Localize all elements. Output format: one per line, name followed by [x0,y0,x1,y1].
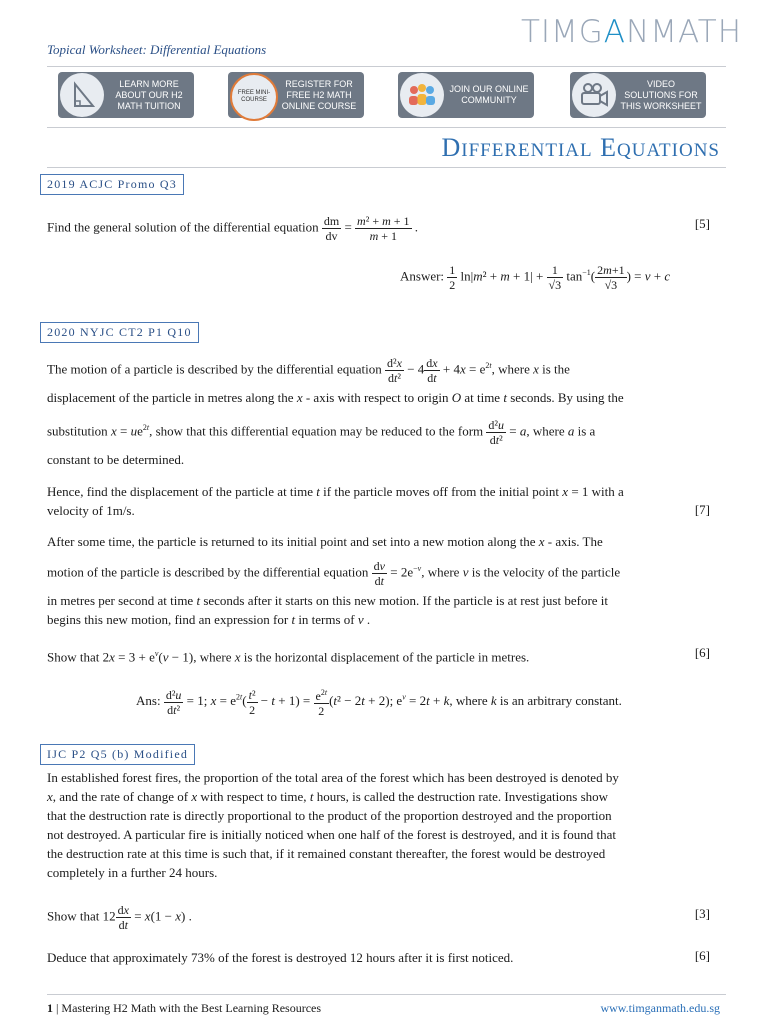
eq-rhs: $\frac{\text{m² + m + 1}}{m + 1}$ [357,214,410,243]
q2-line-4: constant to be determined. [47,452,185,467]
q3-line-5: the destruction rate at this time is such that, if it remained constant thereafter, the forest would be destroyed [47,846,606,861]
q2-line-8: motion of the particle is described by the differential equation $\frac{dv}{dt}$ = $2e^{-v}$, where v is the velocity of the particle [47,559,621,588]
video-camera-icon [572,73,616,117]
q3-line-1: In established forest fires, the proportion of the total area of the forest which has been destroyed is denoted by [47,770,619,785]
q2-marks-2: [6] [694,645,710,660]
q3-deduce: Deduce that approximately 73% of the forest is destroyed 12 hours after it is first noticed. [47,950,514,965]
q2-line-3: substitution $x = ue^{2t}$, show that this differential equation may be reduced to the form $\frac{\text{d²u}}{\text{dt²}}$ = a, where a is a [47,418,596,447]
promo-tuition-button[interactable]: LEARN MORE ABOUT OUR H2 MATH TUITION [58,72,194,118]
q2-line-6: velocity of 1m/s. [47,503,135,518]
q3-line-3: that the destruction rate is directly proportional to the product of the proportion destroyed and the proportion [47,808,612,823]
promo-banner-row [58,72,706,120]
title-divider [47,167,726,168]
site-logo[interactable]: TIMGANMATH [520,14,742,50]
q2-answer: Ans: $\frac{\text{d²u}}{\text{dt²}}$ = 1; $x = e^{2t}$( $\frac{\text{t²}}{2}$ − t + 1) = $\frac{e^{2t}}{2}$ (t² − 2t + 2); $e^v = 2t + k$, where k is an arbitrary constant. [136,687,622,718]
promo-video-solutions-button[interactable]: VIDEO SOLUTIONS FOR THIS WORKSHEET [570,72,706,118]
promo-divider [47,127,726,128]
q3-line-2: x, and the rate of change of x with respect to time, t hours, is called the destruction rate. Investigations show [47,789,609,804]
q2-line-9: in metres per second at time t seconds after it starts on this new motion. If the particle is at rest just before it [47,593,609,608]
q2-line-11: Show that $2x = 3 + e^v(v - 1)$, where x is the horizontal displacement of the particle in metres. [47,649,530,665]
q3-show: Show that 12 $\frac{dx}{dt}$ = x(1 − x) . [47,903,192,932]
q2-marks-1: [7] [694,502,710,517]
page-title: DIFFERENTIAL EQUATIONS [441,133,720,162]
eq-dm-dv: $\frac{dm}{dv}$ [323,214,340,243]
q1-answer: Answer: $\frac{1}{2}$ ln|m² + m + 1| + $\frac{1}{√3}$ $\tan^{-1}$( $\frac{2m+1}{√3}$ ) = v + c [400,263,671,292]
community-people-icon [400,73,444,117]
section-heading-nyjc: 2020 NYJC CT2 P1 Q10 [40,322,199,343]
q3-line-4: not destroyed. A particular fire is initially noticed when one half of the forest is destroyed, and it is found that [47,827,616,842]
header-divider [47,66,726,67]
q3-marks-2: [6] [694,948,710,963]
q2-line-10: begins this new motion, find an expression for t in terms of v . [47,612,371,627]
promo-community-button[interactable]: JOIN OUR ONLINE COMMUNITY [398,72,534,118]
triangle-ruler-icon [60,73,104,117]
q3-line-6: completely in a further 24 hours. [47,865,218,880]
promo-online-course-button[interactable]: FREE MINI-COURSE REGISTER FOR FREE H2 MATH ONLINE COURSE [228,72,364,118]
q2-line-5: Hence, find the displacement of the particle at time t if the particle moves off from the initial point x = 1 with a [47,484,624,499]
section-heading-acjc: 2019 ACJC Promo Q3 [40,174,184,195]
q1-question: Find the general solution of the differential equation $\frac{dm}{dv}$ = $\frac{\text{m² + m + 1}}{m + 1}$ . [47,214,419,243]
footer-text: 1 | Mastering H2 Math with the Best Learning Resources [47,1001,322,1015]
worksheet-subtitle: Topical Worksheet: Differential Equations [47,42,267,57]
q2-line-1: The motion of a particle is described by the differential equation $\frac{\text{d²x}}{\text{dt²}}$ − 4 $\frac{dx}{dt}$ + $4x = e^{2t}$, where x is the [47,356,570,385]
footer-url-link[interactable]: www.timganmath.edu.sg [600,1001,720,1015]
q1-marks: [5] [694,216,710,231]
q3-marks-1: [3] [694,906,710,921]
footer-divider [47,994,726,995]
q2-line-2: displacement of the particle in metres along the x - axis with respect to origin O at time t seconds. By using the [47,390,624,405]
free-mini-course-badge-icon: FREE MINI-COURSE [230,73,278,121]
q2-line-7: After some time, the particle is returned to its initial point and set into a new motion along the x - axis. The [47,534,603,549]
section-heading-ijc: IJC P2 Q5 (b) Modified [40,744,195,765]
